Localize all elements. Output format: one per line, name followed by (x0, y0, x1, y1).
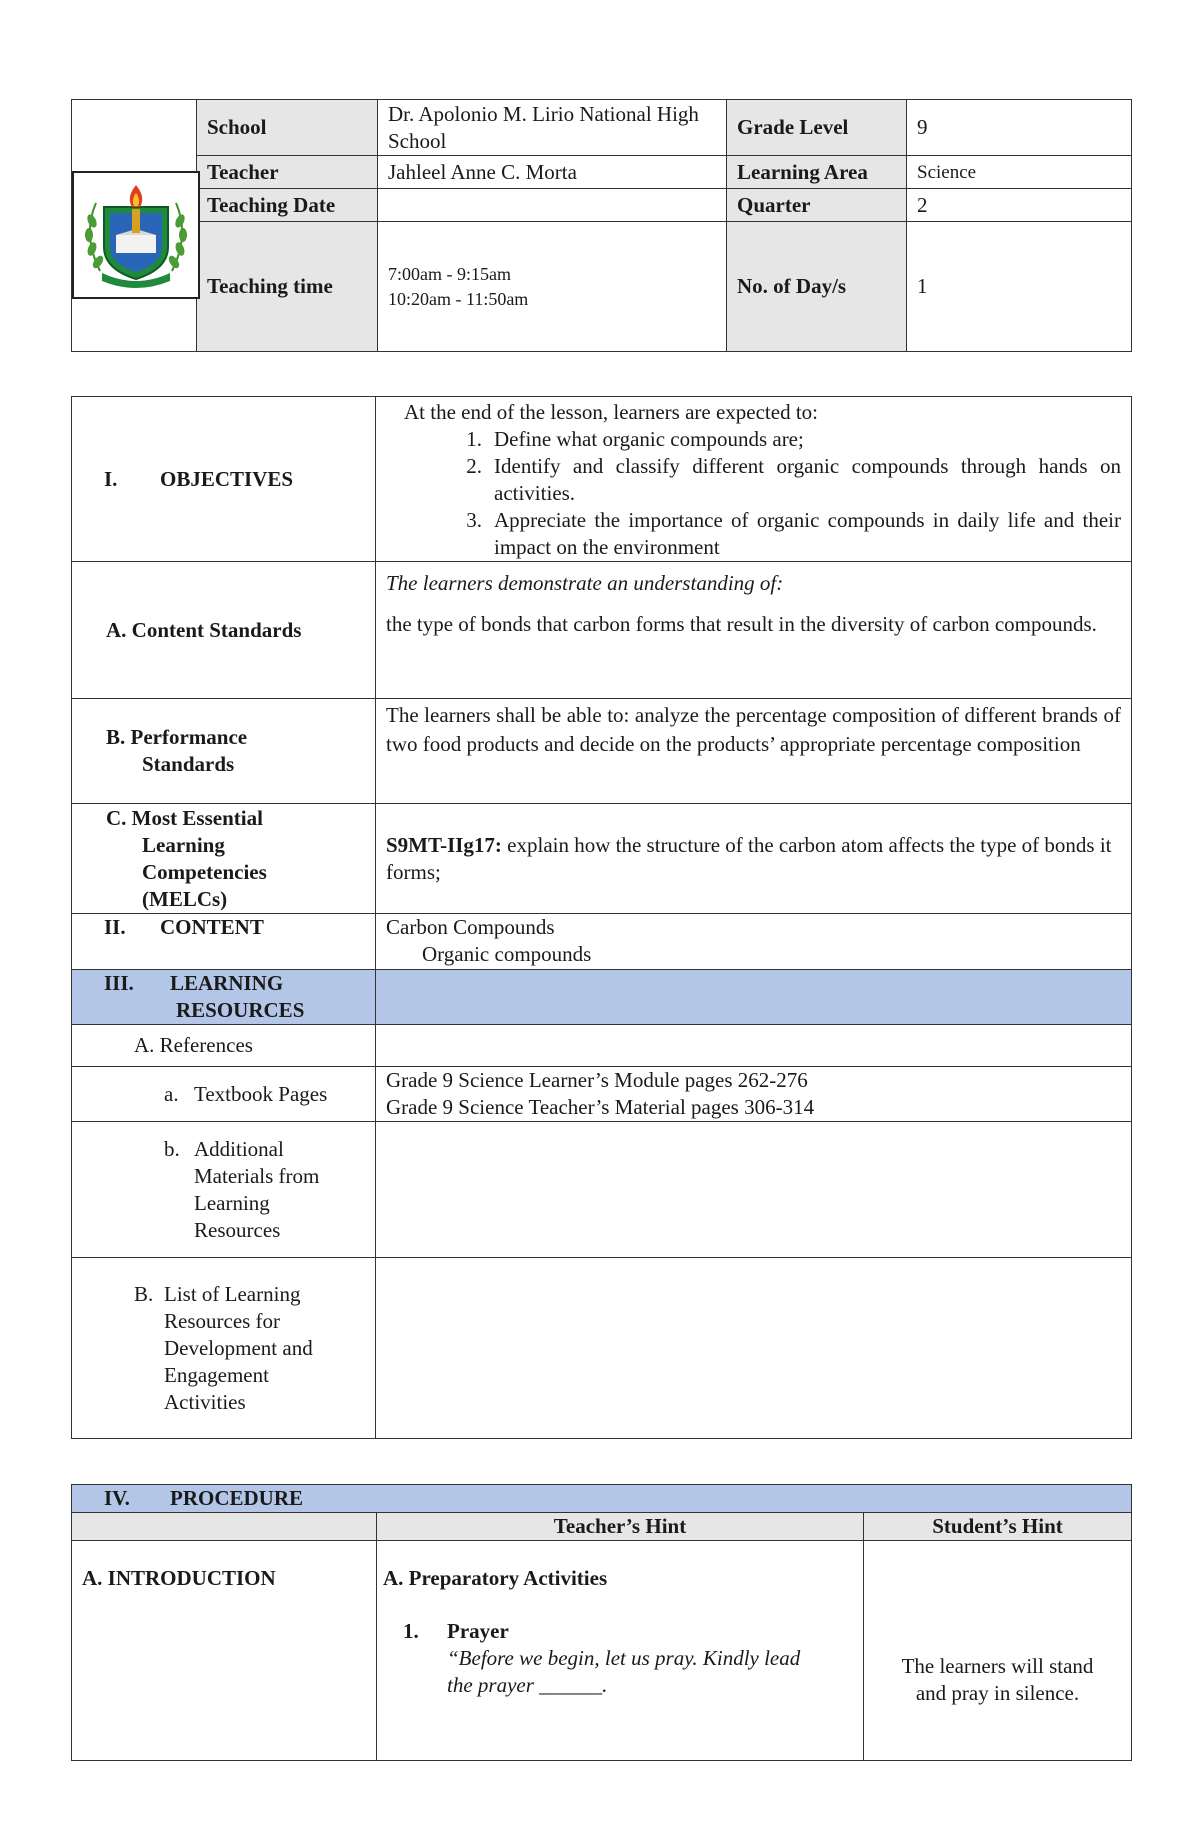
learning-area-label: Learning Area (727, 156, 907, 189)
additional-materials-label (72, 1122, 376, 1258)
objective-number: 2. (466, 454, 482, 478)
teaching-date-value (378, 189, 727, 222)
school-value: Dr. Apolonio M. Lirio National High School (378, 100, 727, 156)
objective-item (446, 426, 1121, 453)
additional-line: Resources (194, 1217, 281, 1242)
procedure-columns-row (72, 1513, 1132, 1541)
content-standards-text: the type of bonds that carbon forms that result in the diversity of carbon compounds. (386, 612, 1097, 636)
procedure-blank-header (72, 1513, 377, 1541)
teaching-time-line-2: 10:20am - 11:50am (388, 288, 529, 309)
student-response-line-2: and pray in silence. (915, 1680, 1080, 1705)
content-heading (72, 914, 376, 970)
textbook-label-text: Textbook Pages (194, 1081, 328, 1106)
performance-standards-row (72, 699, 1132, 804)
content-line-1: Carbon Compounds (386, 915, 555, 939)
performance-label-line-1: B. Performance (106, 725, 248, 749)
introduction-student-content (864, 1541, 1132, 1761)
additional-line: Learning (194, 1190, 270, 1215)
learning-resources-empty (376, 970, 1132, 1025)
textbook-line-2: Grade 9 Science Teacher’s Material pages 306-314 (386, 1095, 815, 1119)
logo-box (72, 171, 200, 299)
objective-text: Define what organic compounds are; (494, 427, 804, 451)
procedure-label: PROCEDURE (170, 1486, 304, 1510)
procedure-num: IV. (104, 1486, 130, 1510)
melcs-label-line-2: Learning (142, 832, 225, 857)
teacher-label: Teacher (197, 156, 378, 189)
learning-resources-row (72, 970, 1132, 1025)
melcs-label-line-4: (MELCs) (142, 886, 228, 911)
content-line-2: Organic compounds (422, 942, 592, 966)
objectives-list (386, 426, 1121, 561)
school-seal-icon (74, 173, 198, 297)
objective-number: 1. (466, 427, 482, 451)
content-row (72, 914, 1132, 970)
content-topics (376, 914, 1132, 970)
references-label: A. References (72, 1025, 376, 1067)
teacher-value: Jahleel Anne C. Morta (378, 156, 727, 189)
content-label: CONTENT (160, 915, 264, 939)
content-num: II. (104, 915, 126, 939)
quarter-label: Quarter (727, 189, 907, 222)
objective-item (446, 453, 1121, 507)
list-line: Engagement (164, 1362, 269, 1387)
grade-level-value: 9 (907, 100, 1132, 156)
textbook-line-1: Grade 9 Science Learner’s Module pages 262-276 (386, 1068, 808, 1092)
prayer-quote-line-2: the prayer ______. (447, 1673, 608, 1697)
prayer-num: 1. (403, 1619, 419, 1643)
melcs-label (72, 804, 376, 914)
header-table (71, 99, 1132, 352)
objectives-heading (72, 397, 376, 562)
teaching-time-label: Teaching time (197, 222, 378, 352)
additional-label-lines (194, 1136, 319, 1244)
student-response-line-1: The learners will stand (901, 1653, 1094, 1678)
content-standards-content (376, 562, 1132, 699)
additional-line: Additional (194, 1136, 284, 1161)
textbook-pages (376, 1067, 1132, 1122)
list-resources-empty (376, 1258, 1132, 1439)
objective-item (446, 507, 1121, 561)
list-line: List of Learning (164, 1281, 301, 1306)
list-letter: B. (134, 1281, 154, 1306)
melcs-row (72, 804, 1132, 914)
procedure-header-row (72, 1485, 1132, 1513)
logo-cell (72, 100, 197, 352)
teacher-hint-header: Teacher’s Hint (377, 1513, 864, 1541)
prayer-label: Prayer (447, 1619, 509, 1643)
textbook-row (72, 1067, 1132, 1122)
preparatory-activities-label: A. Preparatory Activities (383, 1566, 608, 1590)
objective-text: Appreciate the importance of organic compounds in daily life and their impact on the environment (494, 508, 1121, 559)
list-line: Activities (164, 1389, 246, 1414)
references-empty (376, 1025, 1132, 1067)
melcs-content (376, 804, 1132, 914)
learning-resources-label-1: LEARNING (170, 971, 284, 995)
learning-resources-label-2: RESOURCES (176, 998, 305, 1022)
teaching-date-label: Teaching Date (197, 189, 378, 222)
list-line: Development and (164, 1335, 313, 1360)
content-standards-label: A. Content Standards (72, 562, 376, 699)
performance-standards-text: The learners shall be able to: analyze the percentage composition of different brands of two food products and decide on the products’ appropriate percentage composition (376, 699, 1132, 804)
additional-line: Materials from (194, 1163, 320, 1188)
objectives-num: I. (104, 466, 118, 491)
list-resources-label (72, 1258, 376, 1439)
performance-label-line-2: Standards (142, 752, 235, 776)
days-label: No. of Day/s (727, 222, 907, 352)
objectives-intro: At the end of the lesson, learners are expected to: (404, 400, 819, 424)
teaching-time-value (378, 222, 727, 352)
introduction-teacher-content (377, 1541, 864, 1761)
quarter-value: 2 (907, 189, 1132, 222)
prayer-quote-line-1: “Before we begin, let us pray. Kindly lead (447, 1646, 801, 1670)
content-standards-lead: The learners demonstrate an understanding of: (386, 571, 784, 595)
list-line: Resources for (164, 1308, 281, 1333)
school-label: School (197, 100, 378, 156)
teaching-time-line-1: 7:00am - 9:15am (388, 263, 511, 284)
textbook-letter: a. (164, 1081, 179, 1106)
procedure-table (71, 1484, 1132, 1761)
textbook-label (72, 1067, 376, 1122)
introduction-label: A. INTRODUCTION (72, 1541, 377, 1761)
learning-resources-num: III. (104, 971, 134, 995)
list-resources-row (72, 1258, 1132, 1439)
objectives-label: OBJECTIVES (160, 466, 294, 491)
objective-text: Identify and classify different organic compounds through hands on activities. (494, 454, 1121, 505)
student-hint-header: Student’s Hint (864, 1513, 1132, 1541)
melcs-label-line-1: C. Most Essential (106, 805, 263, 830)
learning-resources-heading (72, 970, 376, 1025)
content-standards-row (72, 562, 1132, 699)
objective-number: 3. (466, 508, 482, 532)
procedure-heading (72, 1485, 1132, 1513)
additional-materials-empty (376, 1122, 1132, 1258)
learning-area-value: Science (907, 156, 1132, 189)
performance-standards-label (72, 699, 376, 804)
grade-level-label: Grade Level (727, 100, 907, 156)
lesson-plan-table (71, 396, 1132, 1439)
references-row (72, 1025, 1132, 1067)
additional-letter: b. (164, 1136, 180, 1161)
melcs-text: explain how the structure of the carbon atom affects the type of bonds it forms; (386, 832, 1112, 884)
objectives-row (72, 397, 1132, 562)
objectives-content (376, 397, 1132, 562)
additional-materials-row (72, 1122, 1132, 1258)
list-label-lines (164, 1281, 313, 1416)
days-value: 1 (907, 222, 1132, 352)
melcs-label-line-3: Competencies (142, 859, 267, 884)
introduction-row (72, 1541, 1132, 1761)
melcs-code: S9MT-IIg17: (386, 832, 502, 857)
prayer-item (383, 1618, 853, 1699)
